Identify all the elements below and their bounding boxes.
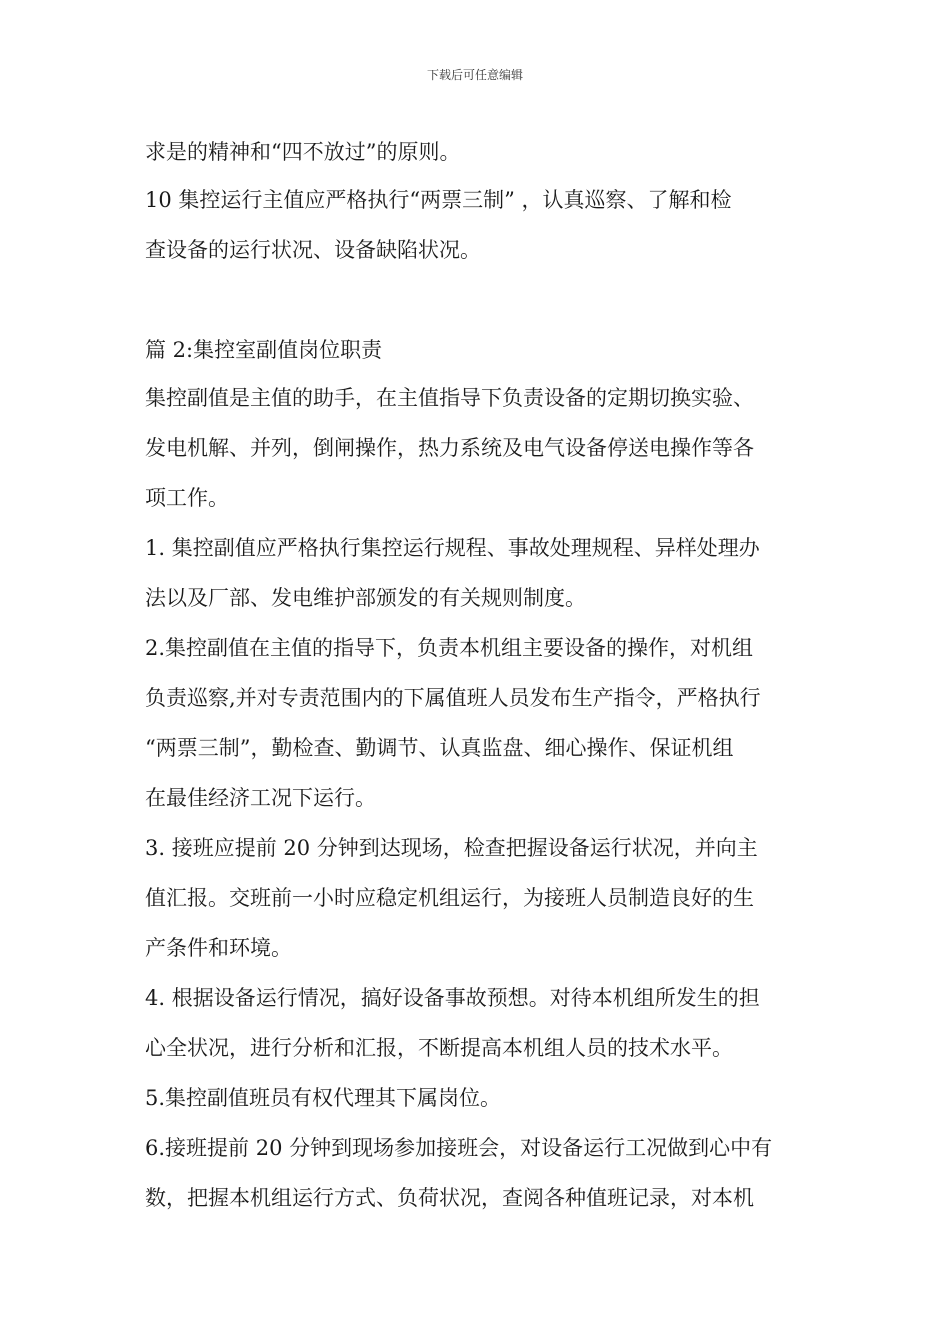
text-line: 6.接班提前 20 分钟到现场参加接班会，对设备运行工况做到心中有	[145, 1136, 773, 1160]
text-line: 负责巡察,并对专责范围内的下属值班人员发布生产指令，严格执行	[145, 686, 761, 710]
text-line: 4. 根据设备运行情况，搞好设备事故预想。对待本机组所发生的担	[145, 986, 760, 1010]
text-line: “两票三制”，勤检查、勤调节、认真监盘、细心操作、保证机组	[145, 736, 734, 760]
text-line: 心全状况，进行分析和汇报，不断提高本机组人员的技术水平。	[145, 1036, 733, 1060]
text-line: 在最佳经济工况下运行。	[145, 786, 376, 810]
text-line: 2.集控副值在主值的指导下，负责本机组主要设备的操作，对机组	[145, 636, 754, 660]
text-line: 发电机解、并列，倒闸操作，热力系统及电气设备停送电操作等各	[145, 436, 754, 460]
page-header: 下载后可任意编辑	[426, 68, 523, 82]
text-line: 项工作。	[145, 486, 229, 510]
text-line: 1. 集控副值应严格执行集控运行规程、事故处理规程、异样处理办	[145, 536, 760, 560]
section-heading: 篇 2:集控室副值岗位职责	[145, 338, 383, 362]
text-line: 数，把握本机组运行方式、负荷状况，查阅各种值班记录，对本机	[145, 1186, 754, 1210]
text-line: 3. 接班应提前 20 分钟到达现场，检查把握设备运行状况，并向主	[145, 836, 758, 860]
text-line: 5.集控副值班员有权代理其下属岗位。	[145, 1086, 502, 1110]
text-line: 查设备的运行状况、设备缺陷状况。	[145, 238, 481, 262]
text-line: 10 集控运行主值应严格执行“两票三制” ，认真巡察、了解和检	[145, 188, 732, 212]
text-line: 求是的精神和“四不放过”的原则。	[145, 140, 461, 164]
text-line: 值汇报。交班前一小时应稳定机组运行，为接班人员制造良好的生	[145, 886, 754, 910]
text-line: 集控副值是主值的助手，在主值指导下负责设备的定期切换实验、	[145, 386, 754, 410]
text-line: 产条件和环境。	[145, 936, 292, 960]
text-line: 法以及厂部、发电维护部颁发的有关规则制度。	[145, 586, 586, 610]
